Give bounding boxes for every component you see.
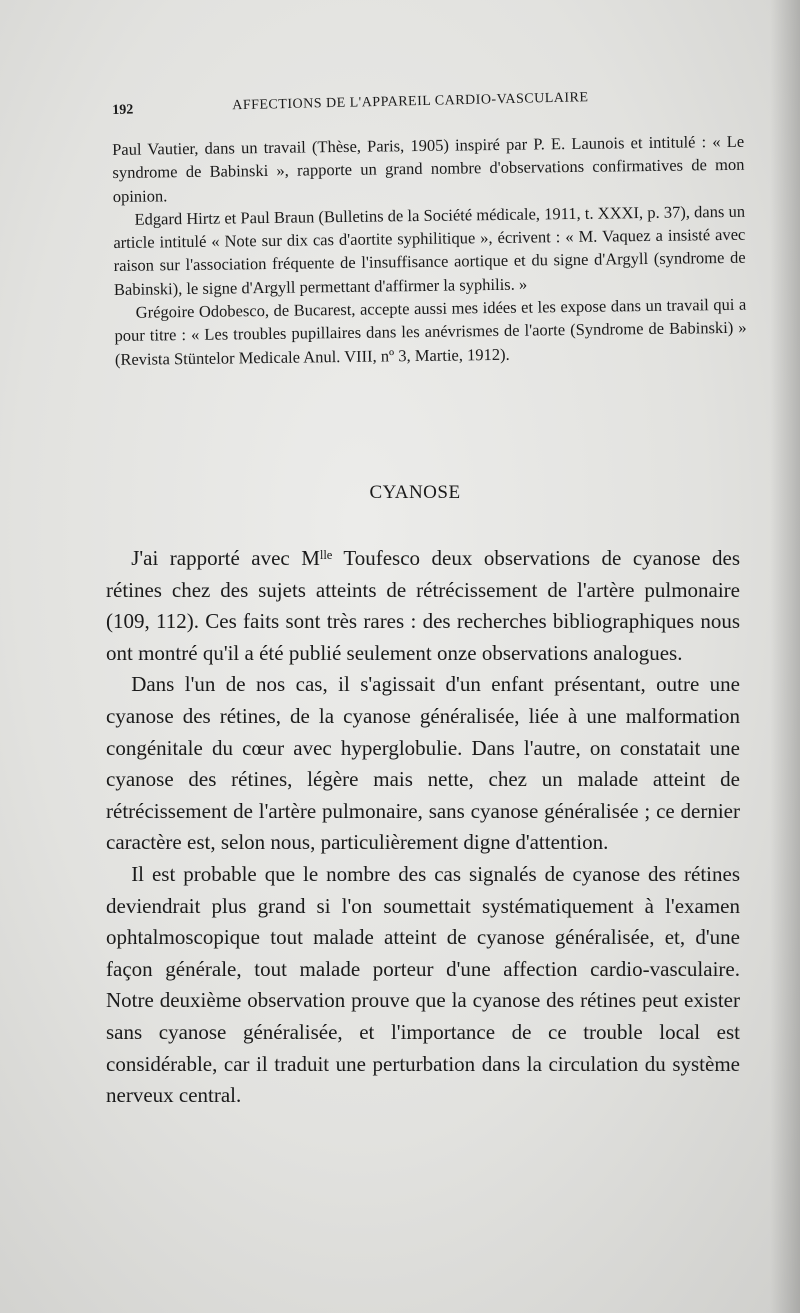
paragraph-cyanose-cases: Dans l'un de nos cas, il s'agissait d'un enfant présentant, outre une cyanose des rétines, de la cyanose généralisée, liée à une malformation congénitale du cœur avec hyperglobulie. Dans l'autre, on constatait une cyanose des rétines, légère mais nette, chez un malade atteint de rétrécissement de l'artère pulmonaire, sans cyanose généralisée ; ce dernier caractère est, selon nous, particulièrement digne d'attention.	[106, 672, 740, 855]
paragraph-odobesco: Grégoire Odobesco, de Bucarest, accepte aussi mes idées et les expose dans un travail qui a pour titre : « Les troubles pupillaires dans les anévrismes de l'aorte (Syndrome de Babinski) » (Revista Stüntelor Medicale Anul. VIII, nº 3, Martie, 1912).	[114, 294, 747, 369]
small-print-block	[112, 130, 747, 371]
section-title: CYANOSE	[369, 482, 461, 503]
paragraph-cyanose-intro: J'ai rapporté avec Mˡˡᵉ Toufesco deux observations de cyanose des rétines chez des sujets atteints de rétrécissement de l'artère pulmonaire (109, 112). Ces faits sont très rares : des recherches bibliographiques nous ont montré qu'il a été publié seulement onze observations analogues.	[106, 546, 740, 665]
paragraph-vautier: Paul Vautier, dans un travail (Thèse, Paris, 1905) inspiré par P. E. Launois et intitulé : « Le syndrome de Babinski », rapporte un grand nombre d'observations confirmatives de mon opinion.	[112, 131, 745, 206]
paragraph-hirtz-braun: Edgard Hirtz et Paul Braun (Bulletins de la Société médicale, 1911, t. XXXI, p. 37), dans un article intitulé « Note sur dix cas d'aortite syphilitique », écrivent : « M. Vaquez a insisté avec raison sur l'association fréquente de l'insuffisance aortique et du signe d'Argyll (syndrome de Babinski), le signe d'Argyll permettant d'affirmer la syphilis. »	[113, 201, 746, 299]
paragraph-cyanose-conclusion: Il est probable que le nombre des cas signalés de cyanose des rétines deviendrait plus grand si l'on soumettait systématiquement à l'examen ophtalmoscopique tout malade atteint de cyanose généralisée, et, d'une façon générale, tout malade porteur d'une affection cardio-vasculaire. Notre deuxième observation prouve que la cyanose des rétines peut exister sans cyanose généralisée, et l'importance de ce trouble local est considérable, car il traduit une perturbation dans la circulation du système nerveux central.	[106, 861, 740, 1108]
page-header	[112, 85, 612, 120]
running-head: AFFECTIONS DE L'APPAREIL CARDIO-VASCULAIRE	[232, 90, 589, 114]
page-edge-shadow	[770, 0, 800, 1313]
main-text-block	[106, 543, 740, 1112]
page-number: 192	[112, 102, 134, 118]
